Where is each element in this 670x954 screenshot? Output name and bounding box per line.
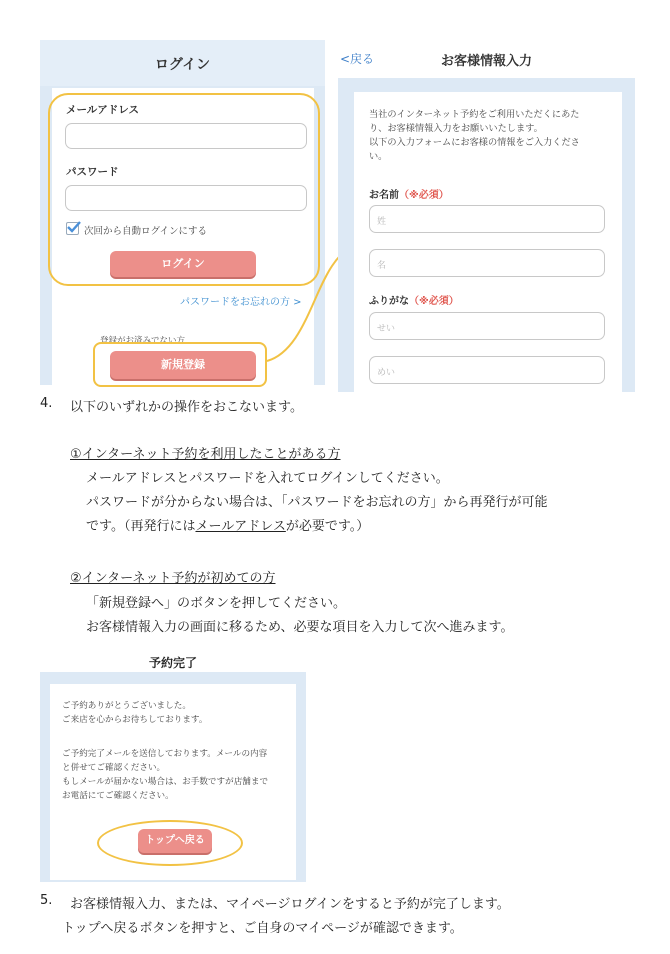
case-1-line-3-pre: です。（再発行には: [86, 519, 196, 534]
intro-line: い。: [369, 151, 388, 162]
case-2-heading: ②インターネット予約が初めての方: [70, 571, 276, 586]
case-1-line-3-post: が必要です。）: [285, 519, 370, 534]
login-title-bar: [40, 40, 325, 86]
first-kana-field[interactable]: [369, 356, 605, 384]
required-tag: （※必須）: [409, 296, 459, 307]
intro-line: 以下の入力フォームにお客様の情報をご入力くださ: [369, 137, 580, 148]
intro-text: [369, 108, 605, 164]
email-required-emphasis: メールアドレス: [195, 519, 286, 534]
intro-line: り、お客様情報入力をお願いいたします。: [369, 123, 543, 134]
step-5-line-2: トップへ戻るボタンを押すと、ご自身のマイページが確認できます。: [62, 921, 463, 936]
customer-info-card: [354, 92, 622, 392]
top-button-highlight: [97, 820, 243, 866]
login-title: ログイン: [154, 57, 211, 73]
case-2-line-2: お客様情報入力の画面に移るため、必要な項目を入力して次へ進みます。: [86, 620, 514, 635]
step-5-number: 5.: [40, 893, 53, 908]
case-2-line-1: 「新規登録へ」のボタンを押してください。: [86, 596, 347, 611]
name-label-text: お名前: [369, 190, 399, 201]
kana-label: [369, 292, 459, 307]
email-label: メールアドレス: [66, 104, 139, 116]
case-1-heading: ①インターネット予約を利用したことがある方: [70, 447, 341, 462]
forgot-password-link[interactable]: パスワードをお忘れの方 >: [180, 297, 302, 308]
step-4-text: 以下のいずれかの操作をおこないます。: [70, 400, 303, 415]
completion-line: と併せてご確認ください。: [62, 763, 166, 773]
top-button[interactable]: トップへ戻る: [138, 829, 212, 853]
intro-line: 当社のインターネット予約をご利用いただくにあた: [369, 109, 580, 120]
last-kana-placeholder: せい: [377, 324, 396, 334]
case-1-line-2: パスワードが分からない場合は、「パスワードをお忘れの方」から再発行が可能: [86, 495, 548, 510]
step-5-line-1: お客様情報入力、または、マイページログインをすると予約が完了します。: [70, 897, 510, 912]
register-button[interactable]: 新規登録: [110, 351, 256, 379]
completion-line: お電話にてご確認ください。: [62, 791, 174, 801]
last-name-placeholder: 姓: [377, 217, 387, 227]
first-name-field[interactable]: [369, 249, 605, 277]
login-button[interactable]: ログイン: [110, 251, 256, 277]
first-name-placeholder: 名: [377, 261, 387, 271]
completion-line: もしメールが届かない場合は、お手数ですが店舗まで: [62, 777, 269, 787]
step-4-number: 4.: [40, 396, 53, 411]
completion-line: ご予約完了メールを送信しております。メールの内容: [62, 749, 268, 759]
required-tag: （※必須）: [399, 190, 449, 201]
back-link[interactable]: <戻る: [340, 52, 375, 66]
last-name-field[interactable]: [369, 205, 605, 233]
case-1-line-1: メールアドレスとパスワードを入れてログインしてください。: [86, 471, 449, 486]
auto-login-label: 次回から自動ログインにする: [84, 226, 208, 237]
register-button-highlight: [93, 342, 267, 387]
customer-info-title: お客様情報入力: [441, 54, 533, 69]
not-registered-note: 登録がお済みでない方: [100, 336, 186, 346]
completion-title: 予約完了: [148, 656, 197, 670]
completion-line: ご来店を心からお待ちしております。: [62, 715, 208, 725]
password-label: パスワード: [66, 166, 119, 178]
completion-line: ご予約ありがとうございました。: [62, 701, 191, 711]
name-label: [369, 186, 449, 201]
first-kana-placeholder: めい: [377, 368, 396, 378]
kana-label-text: ふりがな: [369, 296, 409, 307]
customer-info-screenshot: [338, 40, 635, 392]
last-kana-field[interactable]: [369, 312, 605, 340]
case-1-line-3: [86, 515, 369, 534]
